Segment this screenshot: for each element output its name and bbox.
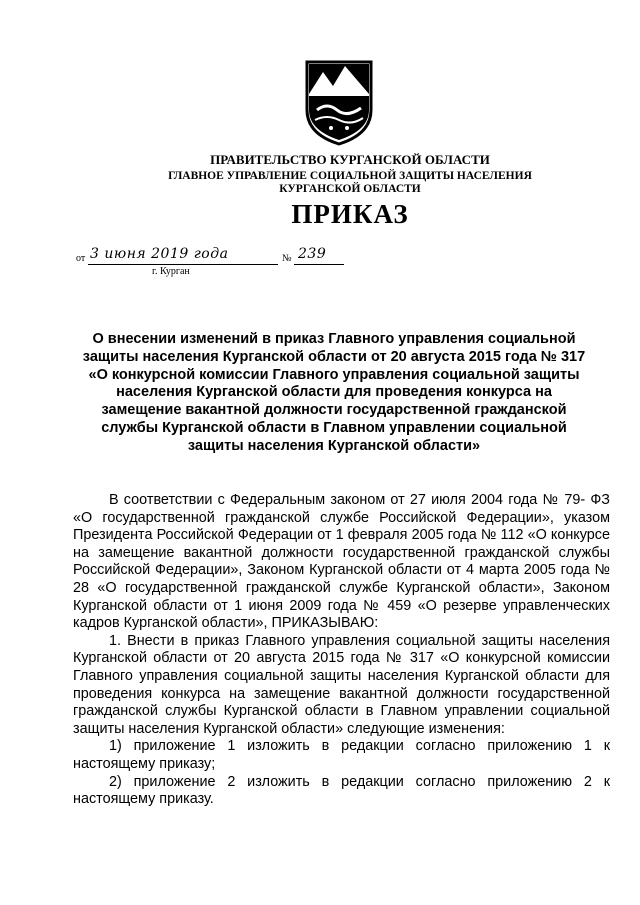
heading-line: защиты населения Курганской области» bbox=[187, 437, 481, 454]
heading-line: службы Курганской области в Главном управлении социальной bbox=[101, 419, 567, 436]
handwritten-date: 3 июня 2019 года bbox=[90, 246, 229, 262]
handwritten-number: 239 bbox=[298, 246, 327, 262]
department-name-line1: ГЛАВНОЕ УПРАВЛЕНИЕ СОЦИАЛЬНОЙ ЗАЩИТЫ НАСЕЛЕНИЯ bbox=[168, 170, 532, 182]
heading-line: замещение вакантной должности государственной гражданской bbox=[101, 402, 567, 419]
department-name-line2: КУРГАНСКОЙ ОБЛАСТИ bbox=[279, 183, 421, 195]
number-prefix: № bbox=[282, 253, 292, 264]
city-label: г. Курган bbox=[152, 266, 190, 277]
subitem-2-paragraph: 2) приложение 2 изложить в редакции согласно приложению 2 к настоящему приказу. bbox=[73, 773, 610, 808]
coat-of-arms-icon bbox=[303, 58, 375, 146]
heading-line: населения Курганской области для проведения конкурса на bbox=[116, 384, 552, 401]
heading-line: О внесении изменений в приказ Главного управления социальной bbox=[92, 331, 576, 347]
item-1-paragraph: 1. Внести в приказ Главного управления социальной защиты населения Курганской области от 20 августа 2015 года № 317 «О конкурсной комиссии Главного управления социальной защиты населения Курганской области для проведения конкурса на замещение вакантной должности государственной гражданской службы Курганской области в Главном управлении социальной защиты населения Курганской области» следующие изменения: bbox=[73, 632, 610, 737]
order-heading bbox=[64, 331, 604, 456]
department-name bbox=[30, 170, 640, 196]
date-underline bbox=[88, 264, 278, 265]
organization-name: ПРАВИТЕЛЬСТВО КУРГАНСКОЙ ОБЛАСТИ bbox=[210, 152, 490, 167]
subitem-1-paragraph: 1) приложение 1 изложить в редакции согласно приложению 1 к настоящему приказу; bbox=[73, 738, 610, 772]
heading-line: «О конкурсной комиссии Главного управления социальной защиты bbox=[88, 366, 580, 383]
date-prefix: от bbox=[76, 253, 86, 264]
preamble-paragraph: В соответствии с Федеральным законом от 27 июля 2004 года № 79- ФЗ «О государственной гражданской службе Российской Федерации», указом Президента Российской Федерации от 1 февраля 2005 года № 112 «О конкурсе на замещение вакантной должности государственной гражданской службы Российской Федерации», Законом Курганской области от 4 марта 2005 года № 28 «О государственной гражданской службе Курганской области», Законом Курганской области от 1 июня 2009 года № 459 «О резерве управленческих кадров Курганской области», ПРИКАЗЫВАЮ: bbox=[73, 492, 610, 632]
number-underline bbox=[294, 264, 344, 265]
order-body bbox=[73, 492, 610, 809]
document-type-title: ПРИКАЗ bbox=[291, 199, 409, 229]
heading-line: защиты населения Курганской области от 20 августа 2015 года № 317 bbox=[82, 348, 586, 365]
